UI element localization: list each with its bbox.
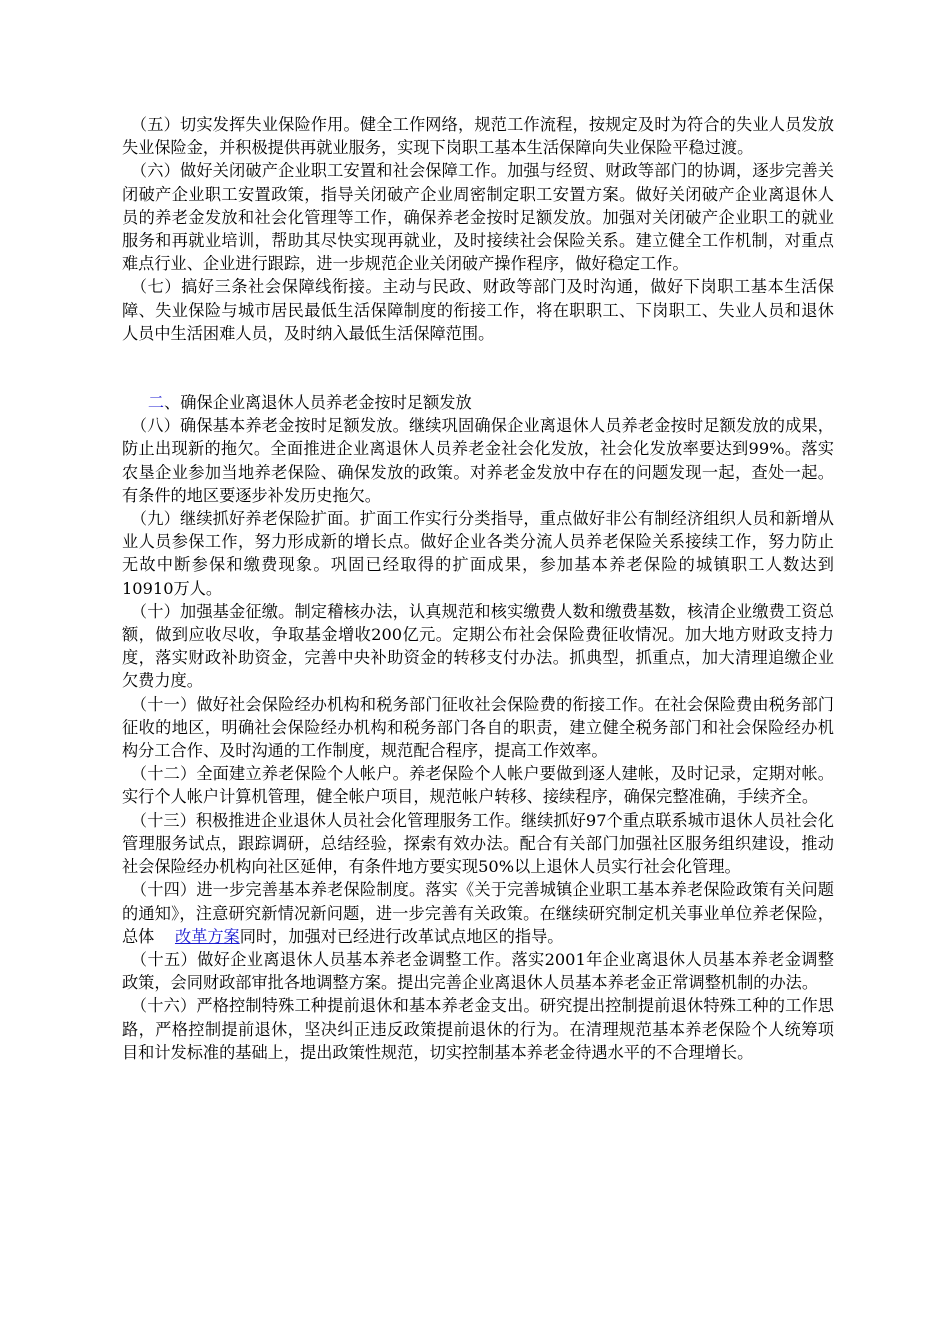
paragraph-7: （七）搞好三条社会保障线衔接。主动与民政、财政等部门及时沟通，做好下岗职工基本生活保障、失业保险与城市居民最低生活保障制度的衔接工作，将在职职工、下岗职工、失业人员和退休人员中生活困难人员，及时纳入最低生活保障范围。 (122, 277, 834, 343)
paragraph-9: （九）继续抓好养老保险扩面。扩面工作实行分类指导，重点做好非公有制经济组织人员和新增从业人员参保工作，努力形成新的增长点。做好企业各类分流人员养老保险关系接续工作，努力防止无故中断参保和缴费现象。巩固已经取得的扩面成果，参加基本养老保险的城镇职工人数达到10910万人。 (122, 509, 834, 598)
section-heading-text: 、确保企业离退休人员养老金按时足额发放 (164, 393, 472, 413)
paragraph-6: （六）做好关闭破产企业职工安置和社会保障工作。加强与经贸、财政等部门的协调，逐步完善关闭破产企业职工安置政策，指导关闭破产企业周密制定职工安置方案。做好关闭破产企业离退休人员的养老金发放和社会化管理等工作，确保养老金按时足额发放。加强对关闭破产企业职工的就业服务和再就业培训，帮助其尽快实现再就业，及时接续社会保险关系。建立健全工作机制，对重点难点行业、企业进行跟踪，进一步规范企业关闭破产操作程序，做好稳定工作。 (122, 161, 834, 274)
reform-plan-link[interactable]: 改革方案 (174, 926, 240, 946)
paragraph-13: （十三）积极推进企业退休人员社会化管理服务工作。继续抓好97个重点联系城市退休人员社会化管理服务试点，跟踪调研，总结经验，探索有效办法。配合有关部门加强社区服务组织建设，推动社会保险经办机构向社区延伸，有条件地方要实现50%以上退休人员实行社会化管理。 (122, 810, 834, 877)
paragraph-15: （十五）做好企业离退休人员基本养老金调整工作。落实2001年企业离退休人员基本养老金调整政策，会同财政部审批各地调整方案。提出完善企业离退休人员基本养老金正常调整机制的办法。 (122, 949, 834, 993)
section-spacer (122, 345, 834, 391)
paragraph-14-text-after: 同时，加强对已经进行改革试点地区的指导。 (239, 926, 564, 946)
paragraph-5: （五）切实发挥失业保险作用。健全工作网络，规范工作流程，按规定及时为符合的失业人员发放失业保险金，并积极提供再就业服务，实现下岗职工基本生活保障向失业保险平稳过渡。 (122, 115, 834, 158)
paragraph-12: （十二）全面建立养老保险个人帐户。养老保险个人帐户要做到逐人建帐，及时记录，定期对帐。实行个人帐户计算机管理，健全帐户项目，规范帐户转移、接续程序，确保完整准确，手续齐全。 (122, 764, 834, 807)
section-heading-number: 二 (147, 393, 165, 413)
section-heading (122, 391, 834, 414)
document-body (122, 113, 834, 1064)
paragraph-16: （十六）严格控制特殊工种提前退休和基本养老金支出。研究提出控制提前退休特殊工种的工作思路，严格控制提前退休，坚决纠正违反政策提前退休的行为。在清理规范基本养老保险个人统筹项目和计发标准的基础上，提出政策性规范，切实控制基本养老金待遇水平的不合理增长。 (122, 996, 834, 1062)
paragraph-14 (122, 878, 834, 948)
paragraph-14-text-before: （十四）进一步完善基本养老保险制度。落实《关于完善城镇企业职工基本养老保险政策有关问题的通知》，注意研究新情况新问题，进一步完善有关政策。在继续研究制定机关事业单位养老保险，总体 (122, 880, 834, 946)
paragraph-11: （十一）做好社会保险经办机构和税务部门征收社会保险费的衔接工作。在社会保险费由税务部门征收的地区，明确社会保险经办机构和税务部门各自的职责，建立健全税务部门和社会保险经办机构分工合作、及时沟通的工作制度，规范配合程序，提高工作效率。 (122, 694, 834, 761)
paragraph-10: （十）加强基金征缴。制定稽核办法，认真规范和核实缴费人数和缴费基数，核清企业缴费工资总额，做到应收尽收，争取基金增收200亿元。定期公布社会保险费征收情况。加大地方财政支持力度，落实财政补助资金，完善中央补助资金的转移支付办法。抓典型，抓重点，加大清理追缴企业欠费力度。 (122, 601, 834, 691)
paragraph-8: （八）确保基本养老金按时足额发放。继续巩固确保企业离退休人员养老金按时足额发放的成果，防止出现新的拖欠。全面推进企业离退休人员养老金社会化发放，社会化发放率要达到99%。落实农垦企业参加当地养老保险、确保发放的政策。对养老金发放中存在的问题发现一起，查处一起。有条件的地区要逐步补发历史拖欠。 (122, 416, 834, 505)
